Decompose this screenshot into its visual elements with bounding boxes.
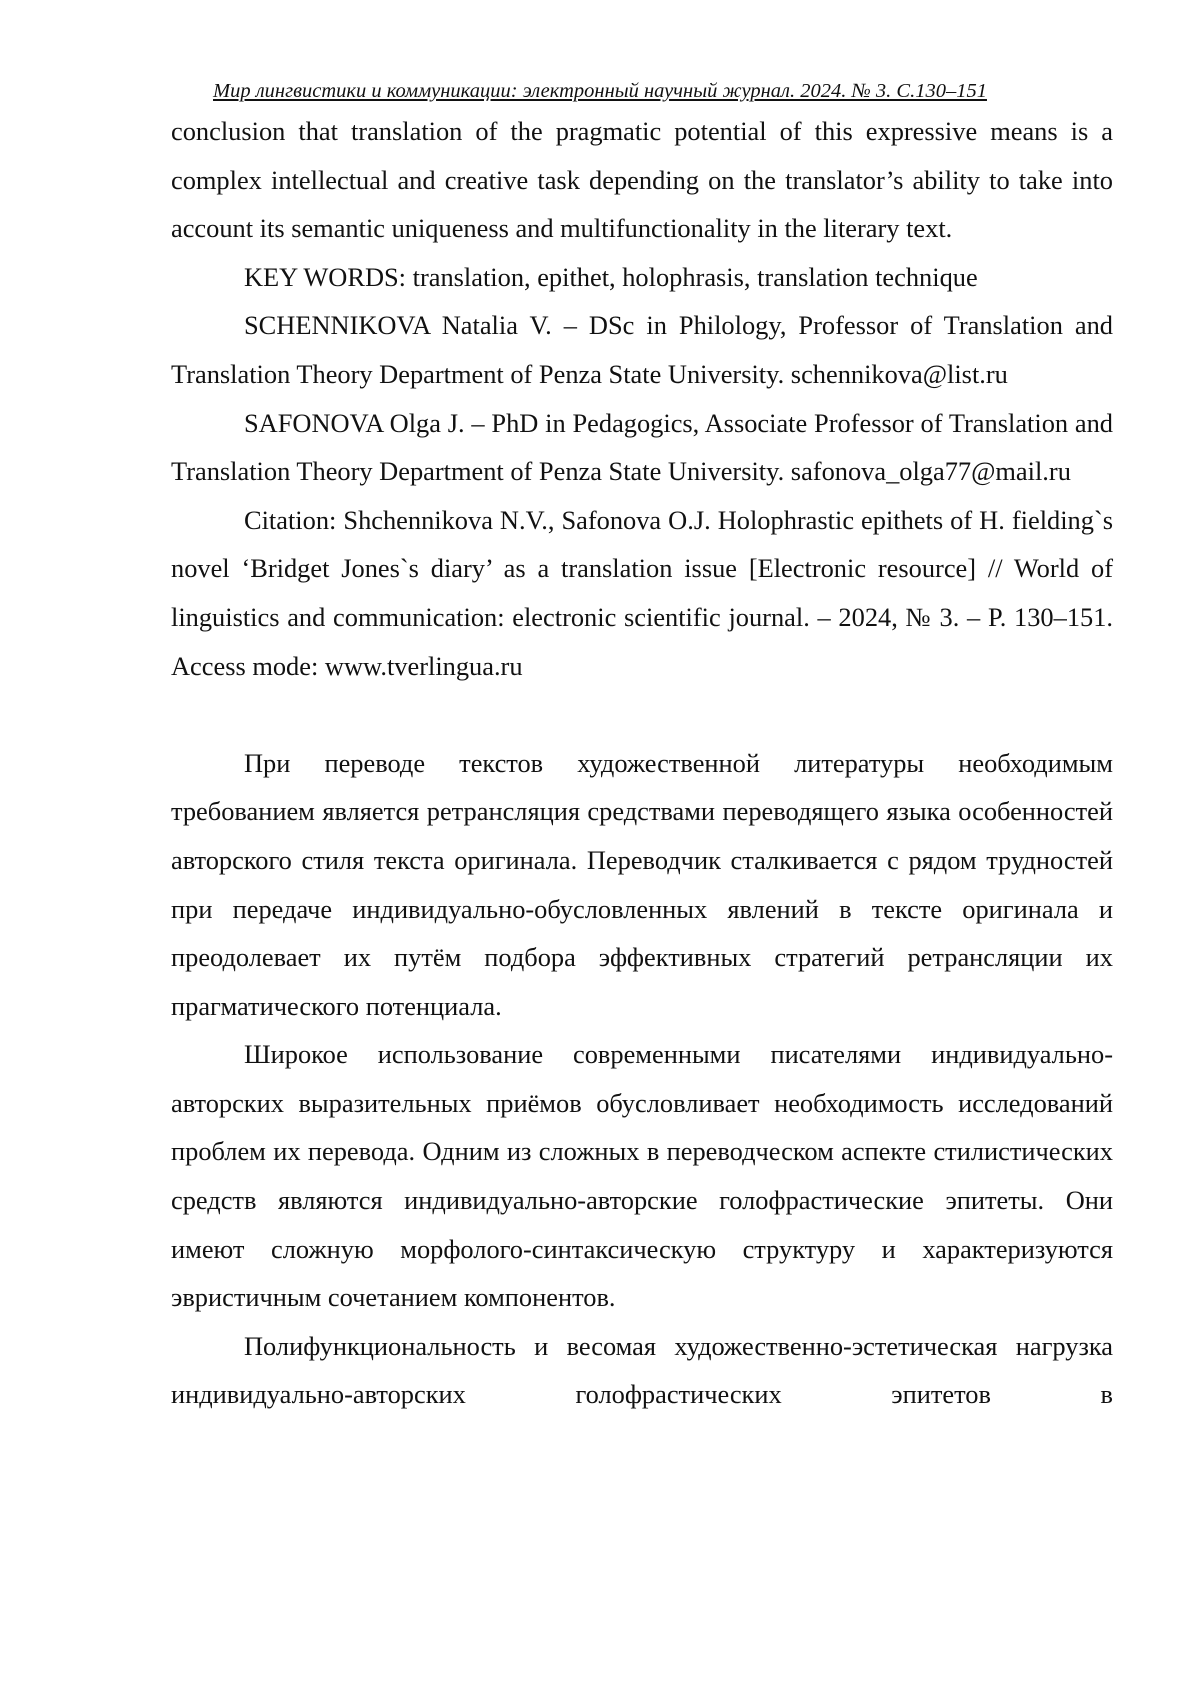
journal-running-header: Мир лингвистики и коммуникации: электронный научный журнал. 2024. № 3. С.130–151 [213, 80, 987, 102]
body-paragraph: Широкое использование современными писателями индивидуально-авторских выразительных приёмов обусловливает необходимость исследований проблем их перевода. Одним из сложных в переводческом аспекте стилистических средств являются индивидуально-авторские голофрастические эпитеты. Они имеют сложную морфолого-синтаксическую структуру и характеризуются эвристичным сочетанием компонентов. [171, 1039, 1113, 1313]
author-info-schennikova: SCHENNIKOVA Natalia V. – DSc in Philology, Professor of Translation and Translation Theory Department of Penza State University. schennikova@list.ru [171, 310, 1113, 389]
keywords-line: KEY WORDS: translation, epithet, holophrasis, translation technique [244, 261, 978, 292]
abstract-ending-paragraph: conclusion that translation of the pragmatic potential of this expressive means is a complex intellectual and creative task depending on the translator’s ability to take into account its semantic uniqueness and multifunctionality in the literary text. [171, 116, 1113, 244]
citation-paragraph: Citation: Shchennikova N.V., Safonova O.J. Holophrastic epithets of H. fielding`s novel ‘Bridget Jones`s diary’ as a translation issue [Electronic resource] // World of linguistics and communication: electronic scientific journal. – 2024, № 3. – P. 130–151. Access mode: www.tverlingua.ru [171, 504, 1113, 681]
author-info-safonova: SAFONOVA Olga J. – PhD in Pedagogics, Associate Professor of Translation and Translation Theory Department of Penza State University. safonova_olga77@mail.ru [171, 407, 1113, 487]
body-paragraph-continued: Полифункциональность и весомая художественно-эстетическая нагрузка индивидуально-авторских голофрастических эпитетов в [171, 1330, 1113, 1410]
page-body [171, 107, 1113, 1419]
section-gap [171, 690, 1113, 739]
body-paragraph: При переводе текстов художественной литературы необходимым требованием является ретрансляция средствами переводящего языка особенностей авторского стиля текста оригинала. Переводчик сталкивается с рядом трудностей при передаче индивидуально-обусловленных явлений в тексте оригинала и преодолевает их путём подбора эффективных стратегий ретрансляции их прагматического потенциала. [171, 747, 1113, 1021]
